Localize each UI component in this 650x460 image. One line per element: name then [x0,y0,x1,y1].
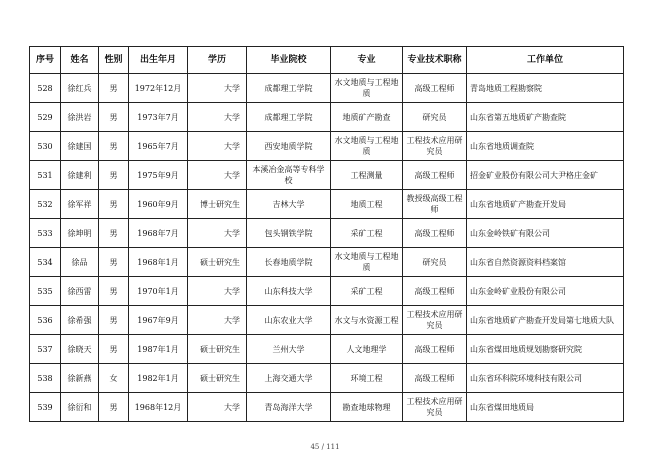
cell-index: 531 [30,161,61,190]
cell-index: 528 [30,74,61,103]
cell-major: 人文地理学 [331,335,403,364]
cell-education: 硕士研究生 [188,364,247,393]
cell-unit: 山东省地质矿产勘查开发局 [467,190,624,219]
cell-gender: 男 [99,277,129,306]
cell-gender: 男 [99,190,129,219]
cell-unit: 山东金岭铁矿有限公司 [467,219,624,248]
cell-school: 青岛海洋大学 [247,393,331,422]
cell-school: 西安地质学院 [247,132,331,161]
cell-index: 530 [30,132,61,161]
table-row [30,74,624,103]
cell-name: 徐衍和 [61,393,99,422]
cell-school: 上海交通大学 [247,364,331,393]
cell-name: 徐晓天 [61,335,99,364]
cell-index: 539 [30,393,61,422]
cell-birth: 1968年7月 [129,219,188,248]
cell-birth: 1970年1月 [129,277,188,306]
cell-unit: 山东省自然资源资料档案馆 [467,248,624,277]
cell-title: 高级工程师 [403,335,467,364]
cell-school: 兰州大学 [247,335,331,364]
personnel-table [29,46,624,422]
cell-major: 地质矿产勘查 [331,103,403,132]
cell-title: 高级工程师 [403,277,467,306]
cell-birth: 1968年12月 [129,393,188,422]
table-header-row [30,47,624,74]
cell-title: 研究员 [403,103,467,132]
header-school: 毕业院校 [247,47,331,74]
cell-school: 包头钢铁学院 [247,219,331,248]
cell-birth: 1967年9月 [129,306,188,335]
table-row [30,364,624,393]
cell-unit: 山东省第五地质矿产勘查院 [467,103,624,132]
cell-unit: 山东省煤田地质规划勘察研究院 [467,335,624,364]
cell-education: 大学 [188,132,247,161]
cell-school: 成都理工学院 [247,74,331,103]
table-row [30,161,624,190]
cell-title: 工程技术应用研究员 [403,306,467,335]
cell-index: 535 [30,277,61,306]
cell-birth: 1975年9月 [129,161,188,190]
cell-title: 高级工程师 [403,364,467,393]
cell-school: 本溪冶金高等专科学校 [247,161,331,190]
cell-birth: 1960年9月 [129,190,188,219]
page-number: 45 / 111 [310,443,340,451]
cell-education: 硕士研究生 [188,335,247,364]
cell-title: 研究员 [403,248,467,277]
cell-school: 成都理工学院 [247,103,331,132]
cell-education: 大学 [188,103,247,132]
cell-major: 采矿工程 [331,277,403,306]
cell-gender: 男 [99,74,129,103]
cell-name: 徐军祥 [61,190,99,219]
cell-unit: 山东金岭矿业股份有限公司 [467,277,624,306]
cell-school: 山东科技大学 [247,277,331,306]
table-row [30,103,624,132]
cell-name: 徐建国 [61,132,99,161]
cell-name: 徐西雷 [61,277,99,306]
cell-unit: 山东省地质调查院 [467,132,624,161]
cell-title: 高级工程师 [403,219,467,248]
table-row [30,190,624,219]
cell-unit: 青岛地质工程勘察院 [467,74,624,103]
cell-gender: 女 [99,364,129,393]
cell-name: 徐新燕 [61,364,99,393]
cell-birth: 1987年1月 [129,335,188,364]
cell-birth: 1965年7月 [129,132,188,161]
table-row [30,248,624,277]
cell-index: 532 [30,190,61,219]
cell-education: 大学 [188,277,247,306]
cell-unit: 山东省煤田地质局 [467,393,624,422]
cell-major: 工程测量 [331,161,403,190]
cell-unit: 山东省环科院环境科技有限公司 [467,364,624,393]
cell-gender: 男 [99,132,129,161]
cell-school: 山东农业大学 [247,306,331,335]
header-unit: 工作单位 [467,47,624,74]
cell-birth: 1972年12月 [129,74,188,103]
cell-index: 536 [30,306,61,335]
cell-index: 533 [30,219,61,248]
table-row [30,335,624,364]
header-gender: 性别 [99,47,129,74]
header-major: 专业 [331,47,403,74]
header-birth: 出生年月 [129,47,188,74]
cell-title: 高级工程师 [403,74,467,103]
cell-education: 大学 [188,393,247,422]
cell-major: 采矿工程 [331,219,403,248]
cell-gender: 男 [99,219,129,248]
cell-major: 勘查地球物理 [331,393,403,422]
cell-gender: 男 [99,103,129,132]
cell-education: 大学 [188,74,247,103]
cell-title: 工程技术应用研究员 [403,393,467,422]
table-row [30,277,624,306]
cell-birth: 1982年1月 [129,364,188,393]
cell-title: 教授级高级工程师 [403,190,467,219]
cell-gender: 男 [99,393,129,422]
cell-index: 529 [30,103,61,132]
cell-major: 地质工程 [331,190,403,219]
cell-index: 534 [30,248,61,277]
cell-gender: 男 [99,335,129,364]
cell-name: 徐建利 [61,161,99,190]
cell-birth: 1973年7月 [129,103,188,132]
cell-major: 水文与水资源工程 [331,306,403,335]
cell-index: 538 [30,364,61,393]
cell-education: 大学 [188,161,247,190]
cell-index: 537 [30,335,61,364]
cell-gender: 男 [99,248,129,277]
cell-major: 水文地质与工程地质 [331,248,403,277]
cell-school: 吉林大学 [247,190,331,219]
cell-name: 徐希强 [61,306,99,335]
cell-name: 徐红兵 [61,74,99,103]
cell-major: 水文地质与工程地质 [331,132,403,161]
table-row [30,219,624,248]
header-title: 专业技术职称 [403,47,467,74]
header-name: 姓名 [61,47,99,74]
cell-education: 大学 [188,219,247,248]
table-row [30,393,624,422]
table-row [30,306,624,335]
cell-gender: 男 [99,161,129,190]
header-education: 学历 [188,47,247,74]
cell-name: 徐品 [61,248,99,277]
header-index: 序号 [30,47,61,74]
table-row [30,132,624,161]
cell-birth: 1968年1月 [129,248,188,277]
cell-name: 徐坤明 [61,219,99,248]
cell-title: 高级工程师 [403,161,467,190]
cell-unit: 山东省地质矿产勘查开发局第七地质大队 [467,306,624,335]
cell-title: 工程技术应用研究员 [403,132,467,161]
cell-education: 博士研究生 [188,190,247,219]
cell-school: 长春地质学院 [247,248,331,277]
cell-unit: 招金矿业股份有限公司大尹格庄金矿 [467,161,624,190]
cell-major: 环境工程 [331,364,403,393]
cell-education: 大学 [188,306,247,335]
cell-name: 徐洪岩 [61,103,99,132]
cell-gender: 男 [99,306,129,335]
cell-education: 硕士研究生 [188,248,247,277]
cell-major: 水文地质与工程地质 [331,74,403,103]
